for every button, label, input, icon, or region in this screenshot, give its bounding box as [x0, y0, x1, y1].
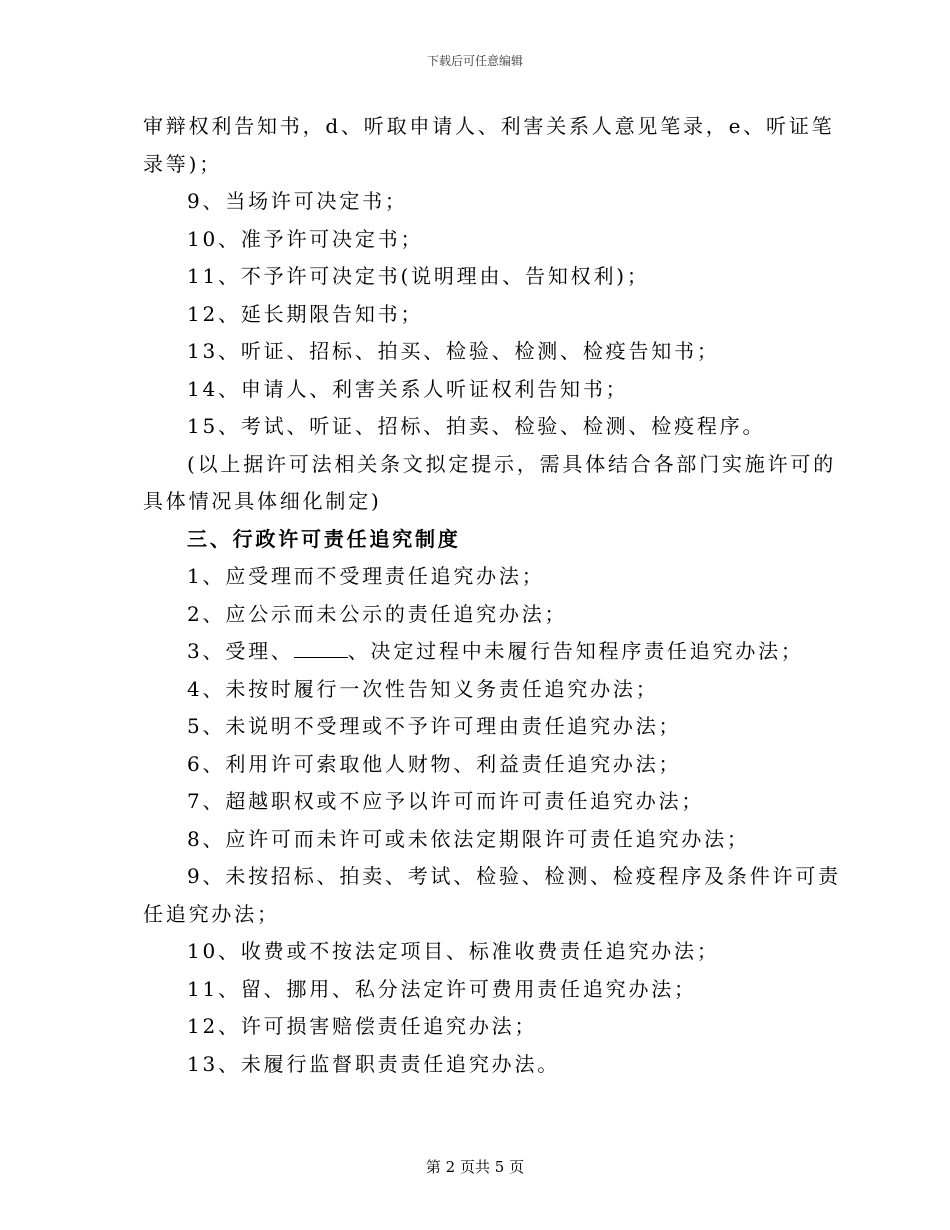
paragraph-line: 录等)； — [143, 151, 223, 176]
section-title: 三、行政许可责任追究制度 — [187, 526, 461, 551]
list-item-text-end: 、决定过程中未履行告知程序责任追究办法； — [347, 639, 804, 663]
list-item: 13、听证、招标、拍买、检验、检测、检疫告知书； — [187, 339, 720, 363]
list-item — [143, 633, 823, 671]
list-item: 9、当场许可决定书； — [187, 189, 408, 213]
list-item: 2、应公示而未公示的责任追究办法； — [187, 601, 568, 626]
list-item: 11、留、挪用、私分法定许可费用责任追究办法； — [187, 976, 697, 1001]
blank-underline — [294, 637, 348, 658]
list-item: 8、应许可而未许可或未依法定期限许可责任追究办法； — [187, 826, 750, 851]
list-item-continuation: 任追究办法； — [143, 901, 280, 926]
list-item: 14、申请人、利害关系人听证权利告知书； — [187, 376, 629, 401]
list-item: 12、延长期限告知书； — [187, 301, 424, 326]
list-item: 10、收费或不按法定项目、标准收费责任追究办法； — [187, 939, 720, 963]
list-item: 1、应受理而不受理责任追究办法； — [187, 564, 545, 588]
list-item: 10、准予许可决定书； — [187, 226, 424, 251]
note-paragraph: 具体情况具体细化制定) — [143, 489, 382, 513]
page-header: 下载后可任意编辑 — [426, 54, 523, 68]
list-item: 12、许可损害赔偿责任追究办法； — [187, 1014, 538, 1038]
list-item: 9、未按招标、拍卖、考试、检验、检测、检疫程序及条件许可责 — [187, 864, 841, 888]
list-item: 7、超越职权或不应予以许可而许可责任追究办法； — [187, 789, 705, 813]
document-body — [143, 108, 841, 1083]
list-item: 4、未按时履行一次性告知义务责任追究办法； — [187, 676, 659, 701]
list-item: 11、不予许可决定书(说明理由、告知权利)； — [187, 264, 650, 288]
page-footer: 第 2 页共 5 页 — [425, 1158, 525, 1176]
list-item: 13、未履行监督职责责任追究办法。 — [187, 1051, 561, 1076]
paragraph-line: 审辩权利告知书，d、听取申请人、利害关系人意见笔录，e、听证笔 — [143, 114, 835, 138]
list-item: 15、考试、听证、招标、拍卖、检验、检测、检疫程序。 — [187, 414, 766, 438]
list-item: 6、利用许可索取他人财物、利益责任追究办法； — [187, 751, 682, 776]
list-item-text-start: 3、受理、 — [187, 639, 294, 663]
list-item: 5、未说明不受理或不予许可理由责任追究办法； — [187, 714, 682, 738]
note-paragraph: (以上据许可法相关条文拟定提示，需具体结合各部门实施许可的 — [187, 451, 837, 476]
